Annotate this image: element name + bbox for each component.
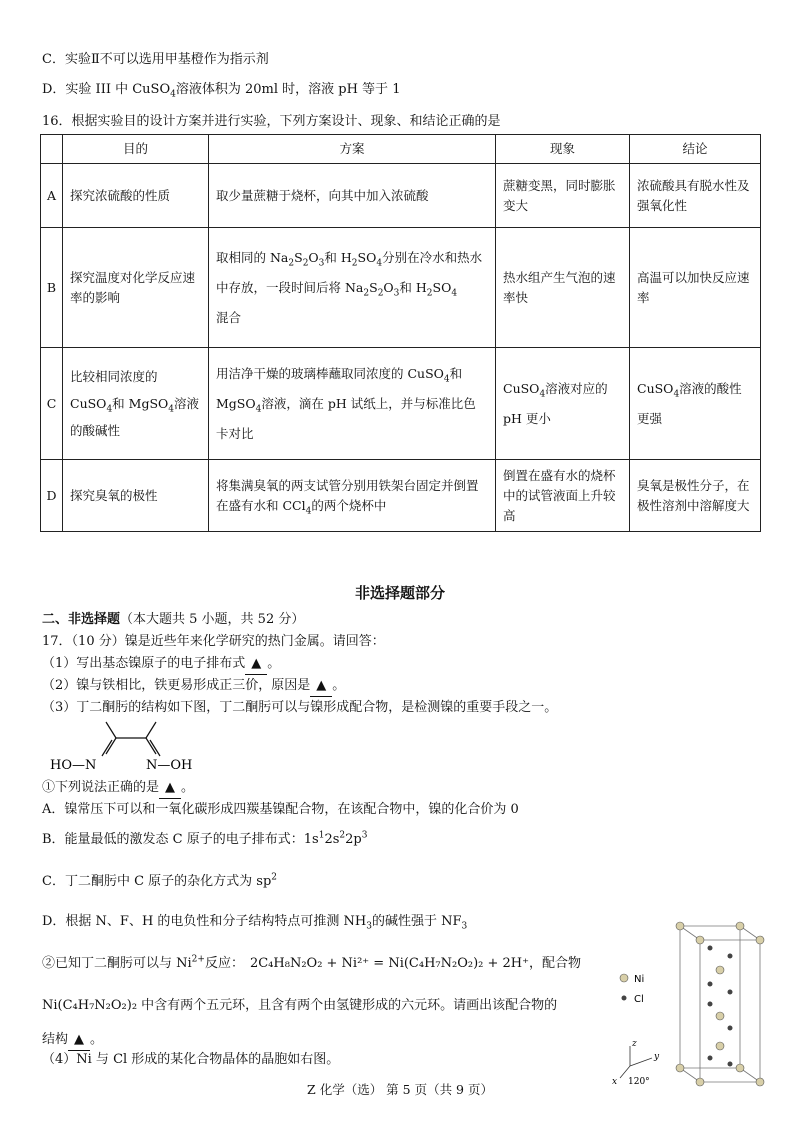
row-label: A: [41, 164, 63, 228]
option-a: A．镍常压下可以和一氧化碳形成四羰基镍配合物，在该配合物中，镍的化合价为 0: [42, 802, 519, 817]
axis-x: x: [612, 1077, 618, 1087]
q17-stem: 17．（10 分）镍是近些年来化学研究的热门金属。请回答：: [42, 634, 385, 649]
t: 溶液，滴在 pH 试纸上，并与标准比色卡对比: [216, 395, 476, 441]
table-row: [41, 460, 761, 532]
t: ①下列说法正确的是: [42, 780, 160, 795]
answer-blank: ▲: [68, 1030, 90, 1051]
t: 比较相同浓度的 CuSO: [70, 369, 158, 411]
header-cell: 目的: [63, 135, 209, 164]
header-cell: [41, 135, 63, 164]
cell-plan: [209, 228, 496, 348]
option-d-prev: [42, 80, 400, 100]
option-d: [42, 912, 467, 932]
table-row: [41, 164, 761, 228]
cell-purpose: 探究浓硫酸的性质: [63, 164, 209, 228]
sub: 4: [443, 374, 450, 384]
cell-conclusion: [630, 348, 761, 460]
t: 的两个烧杯中: [311, 497, 387, 513]
legend-cl: Cl: [634, 994, 644, 1005]
t: S: [369, 279, 378, 295]
t: 2s: [324, 832, 340, 847]
cell-purpose: [63, 348, 209, 460]
t: D．根据 N、F、H 的电负性和分子结构特点可推测 NH: [42, 914, 367, 929]
sup: 2: [271, 872, 278, 883]
t: 混合: [216, 309, 242, 325]
sub: 2: [377, 288, 384, 298]
page-footer: Z 化学（选） 第 5 页（共 9 页）: [307, 1082, 493, 1097]
t: 取相同的 Na: [216, 249, 289, 265]
cell-phenomenon: 倒置在盛有水的烧杯中的试管液面上升较高: [496, 460, 630, 532]
section-title: 非选择题部分: [354, 584, 445, 602]
t: ②已知丁二酮肟可以与 Ni: [42, 956, 192, 971]
option-b: [42, 830, 367, 850]
header-cell: 方案: [209, 135, 496, 164]
crystal-cell-figure: [600, 918, 770, 1094]
axis-y: y: [654, 1052, 660, 1062]
option-d-text2: 溶液体积为 20ml 时，溶液 pH 等于 1: [175, 82, 401, 97]
t: 的碱性强于 NF: [372, 914, 462, 929]
option-c: [42, 872, 277, 892]
t: 2p: [345, 832, 362, 847]
t: （2）镍与铁相比，铁更易形成正三价，原因是: [42, 678, 311, 693]
t: 溶液的酸性更强: [637, 380, 742, 426]
cell-plan: [209, 348, 496, 460]
legend-ni: Ni: [634, 974, 645, 985]
cell-conclusion: 高温可以加快反应速率: [630, 228, 761, 348]
t: 。: [332, 678, 346, 693]
cell-phenomenon: [496, 348, 630, 460]
sub: 2: [426, 288, 433, 298]
sub: 2: [288, 258, 295, 268]
t: B．能量最低的激发态 C 原子的电子排布式：1s: [42, 832, 319, 847]
row-label: B: [41, 228, 63, 348]
sub: 4: [305, 506, 312, 516]
q17-sub2: [42, 954, 581, 974]
t: CuSO: [503, 380, 540, 396]
t: 和 MgSO: [216, 365, 463, 411]
sup: 2+: [191, 954, 205, 965]
part2-heading: [42, 610, 304, 630]
header-cell: 现象: [496, 135, 630, 164]
sub: 4: [168, 404, 174, 415]
table-header-row: [41, 135, 761, 164]
sub: 2: [351, 258, 358, 268]
q17-sub2-cont: Ni(C₄H₇N₂O₂)₂ 中含有两个五元环，且含有两个由氢键形成的六元环。请画出该配合物的: [42, 998, 558, 1013]
sub: 2: [363, 288, 370, 298]
t: 和 H: [399, 279, 427, 295]
answer-blank: ▲: [310, 676, 332, 697]
t: 将集满臭氧的两支试管分别用铁架台固定并倒置在盛有水和 CCl: [216, 477, 479, 513]
axis-z: z: [632, 1039, 637, 1049]
t: O: [308, 249, 319, 265]
q17-part2: [42, 676, 345, 697]
sub: 4: [539, 389, 546, 399]
t: 和 MgSO: [112, 396, 169, 411]
t: 。: [181, 780, 195, 795]
sub: 3: [318, 258, 325, 268]
cell-conclusion: 臭氧是极性分子，在极性溶剂中溶解度大: [630, 460, 761, 532]
t: 二、非选择题: [42, 612, 121, 627]
q16-table: [40, 134, 761, 532]
row-label: D: [41, 460, 63, 532]
answer-blank: ▲: [159, 778, 181, 799]
t: 分别在冷水和热水中存放，一段时间后将 Na: [216, 249, 483, 295]
sub: 4: [106, 404, 113, 415]
struct-left-text: HO—N: [50, 758, 97, 773]
cell-purpose: 探究臭氧的极性: [63, 460, 209, 532]
table-row: [41, 348, 761, 460]
sub: 4: [170, 89, 176, 100]
t: C．丁二酮肟中 C 原子的杂化方式为 sp: [42, 874, 272, 889]
t: 。: [267, 656, 281, 671]
sub: 4: [673, 389, 680, 399]
sub: 4: [376, 258, 383, 268]
sup: 3: [361, 830, 368, 841]
t: 溶液的酸碱性: [70, 396, 200, 438]
dimethylglyoxime-structure: [48, 716, 198, 778]
equation: 2C₄H₈N₂O₂ + Ni²⁺ = Ni(C₄H₇N₂O₂)₂ + 2H⁺，配合物: [249, 956, 581, 971]
t: 用洁净干燥的玻璃棒蘸取同浓度的 CuSO: [216, 365, 444, 381]
t: （1）写出基态镍原子的电子排布式: [42, 656, 246, 671]
sub: 2: [302, 258, 309, 268]
t: SO: [357, 249, 377, 265]
sup: 1: [318, 830, 325, 841]
option-d-text: D．实验 III 中 CuSO: [42, 82, 171, 97]
sub: 3: [461, 921, 468, 932]
sup: 2: [339, 830, 346, 841]
q17-part4: （4）Ni 与 Cl 形成的某化合物晶体的晶胞如右图。: [42, 1052, 340, 1067]
t: 和 H: [324, 249, 352, 265]
sub: 4: [451, 288, 458, 298]
cell-purpose: 探究温度对化学反应速率的影响: [63, 228, 209, 348]
q17-part3: （3）丁二酮肟的结构如下图，丁二酮肟可以与镍形成配合物，是检测镍的重要手段之一。: [42, 700, 558, 715]
header-cell: 结论: [630, 135, 761, 164]
t: 结构: [42, 1032, 69, 1047]
cell-conclusion: 浓硫酸具有脱水性及强氧化性: [630, 164, 761, 228]
cell-plan: [209, 460, 496, 532]
answer-blank: ▲: [245, 654, 267, 675]
q17-sub1: [42, 778, 194, 799]
sub: 4: [255, 404, 262, 414]
option-c-prev: C．实验Ⅱ不可以选用甲基橙作为指示剂: [42, 52, 269, 67]
q17-part1: [42, 654, 280, 675]
t: （本大题共 5 小题，共 52 分）: [120, 612, 305, 627]
struct-right-text: N—OH: [146, 758, 193, 773]
t: S: [294, 249, 303, 265]
sub: 3: [393, 288, 400, 298]
q16-stem: 16．根据实验目的设计方案并进行实验，下列方案设计、现象、和结论正确的是: [42, 114, 501, 129]
axis-angle: 120°: [628, 1077, 650, 1087]
t: 。: [90, 1032, 104, 1047]
t: 反应：: [204, 956, 244, 971]
t: 溶液对应的 pH 更小: [503, 380, 608, 426]
t: O: [383, 279, 394, 295]
t: CuSO: [637, 380, 674, 396]
cell-phenomenon: 蔗糖变黑，同时膨胀变大: [496, 164, 630, 228]
cell-phenomenon: 热水组产生气泡的速率快: [496, 228, 630, 348]
cell-plan: 取少量蔗糖于烧杯，向其中加入浓硫酸: [209, 164, 496, 228]
sub: 3: [366, 921, 372, 932]
q17-sub2-end: [42, 1030, 103, 1051]
row-label: C: [41, 348, 63, 460]
t: SO: [432, 279, 452, 295]
table-row: [41, 228, 761, 348]
